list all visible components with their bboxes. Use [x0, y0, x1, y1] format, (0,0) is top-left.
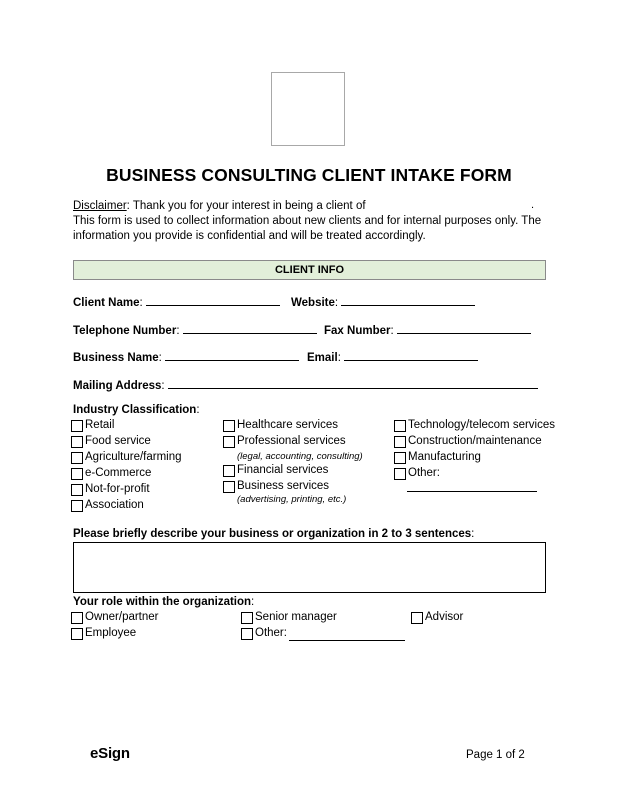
business-name-label: Business Name — [73, 352, 159, 364]
website-label: Website — [291, 297, 335, 309]
mailing-address-field[interactable] — [73, 377, 538, 392]
email-input-line[interactable] — [344, 349, 478, 361]
disclaimer-line-2: This form is used to collect information about new clients and for internal purposes only. The — [73, 215, 542, 227]
checkbox-technology[interactable] — [394, 420, 406, 432]
option-financial: Financial services — [237, 464, 329, 476]
logo-placeholder — [271, 72, 345, 146]
option-association: Association — [85, 499, 144, 511]
colon: : — [251, 596, 255, 608]
telephone-label: Telephone Number — [73, 325, 177, 337]
client-name-label: Client Name — [73, 297, 140, 309]
checkbox-agriculture[interactable] — [71, 452, 83, 464]
option-professional: Professional services — [237, 435, 346, 447]
fax-label: Fax Number — [324, 325, 391, 337]
industry-classification-heading — [73, 404, 200, 416]
describe-prompt: Please briefly describe your business or organization in 2 to 3 sentences — [73, 528, 472, 540]
business-name-input-line[interactable] — [165, 349, 299, 361]
checkbox-business-services[interactable] — [223, 481, 235, 493]
option-construction: Construction/maintenance — [408, 435, 542, 447]
checkbox-not-for-profit[interactable] — [71, 484, 83, 496]
checkbox-food-service[interactable] — [71, 436, 83, 448]
checkbox-other-role[interactable] — [241, 628, 253, 640]
disclaimer-trailing-period: . — [531, 199, 535, 211]
checkbox-professional[interactable] — [223, 436, 235, 448]
checkbox-manufacturing[interactable] — [394, 452, 406, 464]
telephone-input-line[interactable] — [183, 322, 317, 334]
checkbox-advisor[interactable] — [411, 612, 423, 624]
mailing-address-label: Mailing Address — [73, 380, 162, 392]
mailing-address-input-line[interactable] — [168, 377, 538, 389]
option-healthcare: Healthcare services — [237, 419, 338, 431]
checkbox-retail[interactable] — [71, 420, 83, 432]
checkbox-construction[interactable] — [394, 436, 406, 448]
colon: : — [196, 404, 200, 416]
checkbox-employee[interactable] — [71, 628, 83, 640]
other-industry-input-line[interactable] — [407, 491, 537, 492]
other-role-input-line[interactable] — [289, 640, 405, 641]
checkbox-healthcare[interactable] — [223, 420, 235, 432]
colon: : — [176, 325, 180, 337]
email-label: Email — [307, 352, 338, 364]
option-other-industry: Other: — [408, 467, 440, 479]
telephone-field[interactable] — [73, 322, 317, 337]
option-owner-partner: Owner/partner — [85, 611, 159, 623]
option-senior-manager: Senior manager — [255, 611, 337, 623]
checkbox-ecommerce[interactable] — [71, 468, 83, 480]
page-number: Page 1 of 2 — [466, 749, 525, 761]
colon: : — [334, 297, 339, 309]
note-business-services: (advertising, printing, etc.) — [237, 494, 347, 505]
option-business-services: Business services — [237, 480, 330, 492]
colon: : — [158, 352, 162, 364]
option-agriculture: Agriculture/farming — [85, 451, 182, 463]
disclaimer-label: Disclaimer — [73, 200, 127, 212]
option-not-for-profit: Not-for-profit — [85, 483, 150, 495]
business-name-field[interactable] — [73, 349, 299, 364]
client-info-header: CLIENT INFO — [73, 260, 546, 280]
disclaimer-line-1 — [73, 199, 553, 214]
client-name-field[interactable] — [73, 294, 280, 309]
option-other-role: Other: — [255, 627, 287, 639]
option-ecommerce: e-Commerce — [85, 467, 152, 479]
colon: : — [337, 352, 341, 364]
website-field[interactable] — [291, 294, 475, 309]
option-retail: Retail — [85, 419, 115, 431]
colon: : — [139, 297, 143, 309]
describe-heading — [73, 528, 474, 540]
checkbox-association[interactable] — [71, 500, 83, 512]
disclaimer-text: : Thank you for your interest in being a client of — [126, 200, 366, 212]
client-name-input-line[interactable] — [146, 294, 280, 306]
role-label: Your role within the organization — [73, 596, 252, 608]
option-advisor: Advisor — [425, 611, 464, 623]
checkbox-senior-manager[interactable] — [241, 612, 253, 624]
checkbox-other-industry[interactable] — [394, 468, 406, 480]
option-food-service: Food service — [85, 435, 151, 447]
description-textarea[interactable] — [73, 542, 546, 593]
industry-label: Industry Classification — [73, 404, 197, 416]
option-employee: Employee — [85, 627, 137, 639]
form-title: BUSINESS CONSULTING CLIENT INTAKE FORM — [106, 165, 512, 185]
fax-input-line[interactable] — [397, 322, 531, 334]
role-heading — [73, 596, 254, 608]
email-field[interactable] — [307, 349, 478, 364]
option-technology: Technology/telecom services — [408, 419, 556, 431]
option-manufacturing: Manufacturing — [408, 451, 481, 463]
fax-field[interactable] — [324, 322, 531, 337]
note-professional: (legal, accounting, consulting) — [237, 451, 363, 462]
disclaimer-line-3: information you provide is confidential and will be treated accordingly. — [73, 230, 426, 242]
checkbox-financial[interactable] — [223, 465, 235, 477]
colon: : — [390, 325, 394, 337]
esign-logo: eSign — [90, 745, 130, 762]
website-input-line[interactable] — [341, 294, 475, 306]
colon: : — [471, 528, 475, 540]
colon: : — [161, 380, 165, 392]
checkbox-owner-partner[interactable] — [71, 612, 83, 624]
